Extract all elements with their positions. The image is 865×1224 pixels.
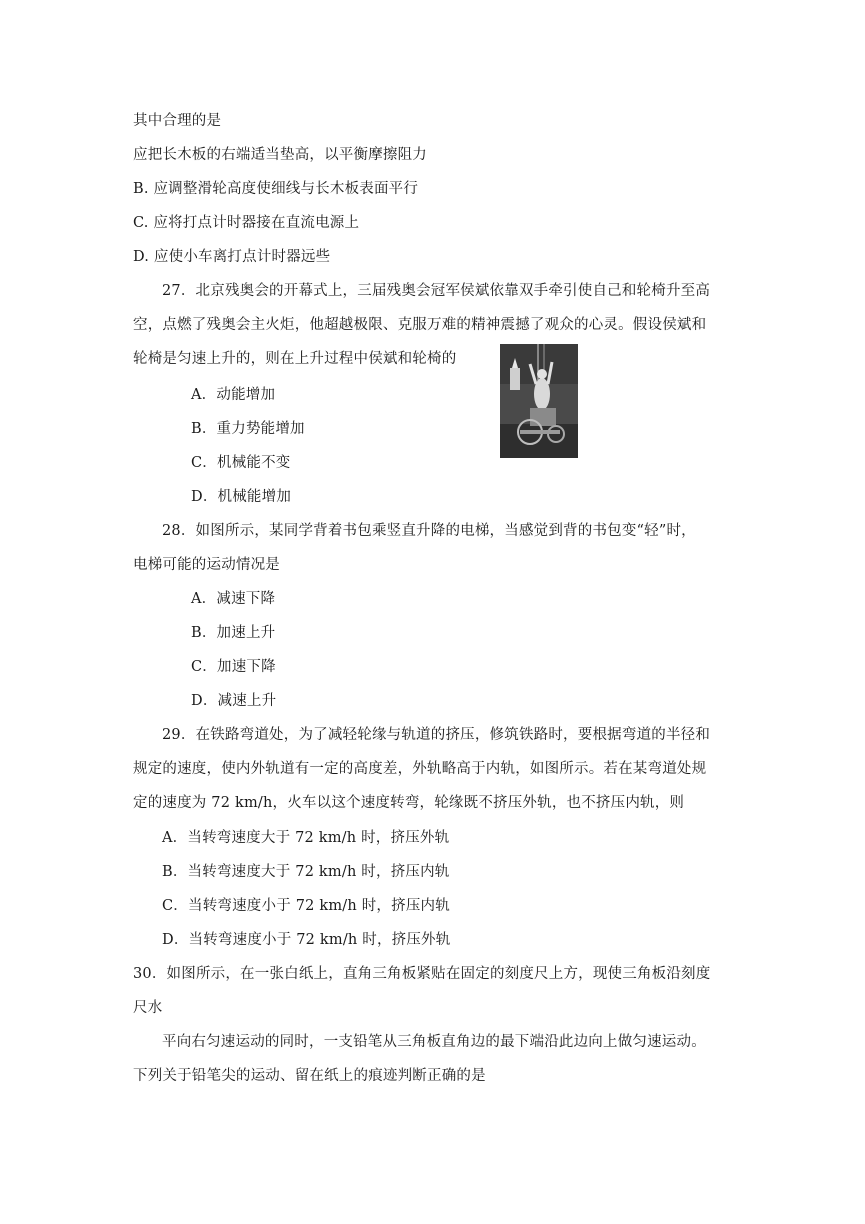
question-30-line-3: 平向右匀速运动的同时，一支铅笔从三角板直角边的最下端沿此边向上做匀速运动。: [162, 1034, 706, 1050]
question-27-option-d: D．机械能增加: [191, 489, 292, 505]
option-a: 应把长木板的右端适当垫高，以平衡摩擦阻力: [133, 147, 427, 163]
question-28-option-a: A．减速下降: [191, 591, 276, 607]
question-29-option-a: A．当转弯速度大于 72 km/h 时，挤压外轨: [162, 830, 450, 846]
question-28-option-c: C．加速下降: [191, 659, 276, 675]
option-d: D. 应使小车离打点计时器远些: [133, 249, 331, 265]
question-29-line-2: 规定的速度，使内外轨道有一定的高度差，外轨略高于内轨，如图所示。若在某弯道处规: [133, 761, 707, 777]
question-27-line-3: 轮椅是匀速上升的，则在上升过程中侯斌和轮椅的: [133, 351, 457, 367]
question-27-line-1: 27．北京残奥会的开幕式上，三届残奥会冠军侯斌依靠双手牵引使自己和轮椅升至高: [162, 283, 711, 299]
intro-text: 其中合理的是: [133, 113, 222, 129]
question-28-option-b: B．加速上升: [191, 625, 276, 641]
option-c: C. 应将打点计时器接在直流电源上: [133, 215, 360, 231]
question-29-line-3: 定的速度为 72 km/h，火车以这个速度转弯，轮缘既不挤压外轨，也不挤压内轨，则: [133, 795, 685, 811]
question-27-option-a: A．动能增加: [191, 387, 276, 403]
question-27-option-c: C．机械能不变: [191, 455, 291, 471]
question-29-option-d: D．当转弯速度小于 72 km/h 时，挤压外轨: [162, 932, 451, 948]
question-29-option-b: B．当转弯速度大于 72 km/h 时，挤压内轨: [162, 864, 450, 880]
question-28-line-1: 28．如图所示，某同学背着书包乘竖直升降的电梯，当感觉到背的书包变“轻”时，: [162, 523, 696, 539]
wheelchair-torch-photo: [500, 344, 578, 458]
question-28-option-d: D．减速上升: [191, 693, 277, 709]
question-28-line-2: 电梯可能的运动情况是: [133, 557, 280, 573]
question-30-line-1: 30．如图所示，在一张白纸上，直角三角板紧贴在固定的刻度尺上方，现使三角板沿刻度: [133, 966, 711, 982]
option-b: B. 应调整滑轮高度使细线与长木板表面平行: [133, 181, 419, 197]
question-30-line-4: 下列关于铅笔尖的运动、留在纸上的痕迹判断正确的是: [133, 1068, 486, 1084]
question-29-line-1: 29．在铁路弯道处，为了减轻轮缘与轨道的挤压，修筑铁路时，要根据弯道的半径和: [162, 727, 711, 743]
question-27-line-2: 空，点燃了残奥会主火炬，他超越极限、克服万难的精神震撼了观众的心灵。假设侯斌和: [133, 317, 707, 333]
question-30-line-2: 尺水: [133, 1000, 163, 1016]
question-27-option-b: B．重力势能增加: [191, 421, 305, 437]
question-29-option-c: C．当转弯速度小于 72 km/h 时，挤压内轨: [162, 898, 450, 914]
